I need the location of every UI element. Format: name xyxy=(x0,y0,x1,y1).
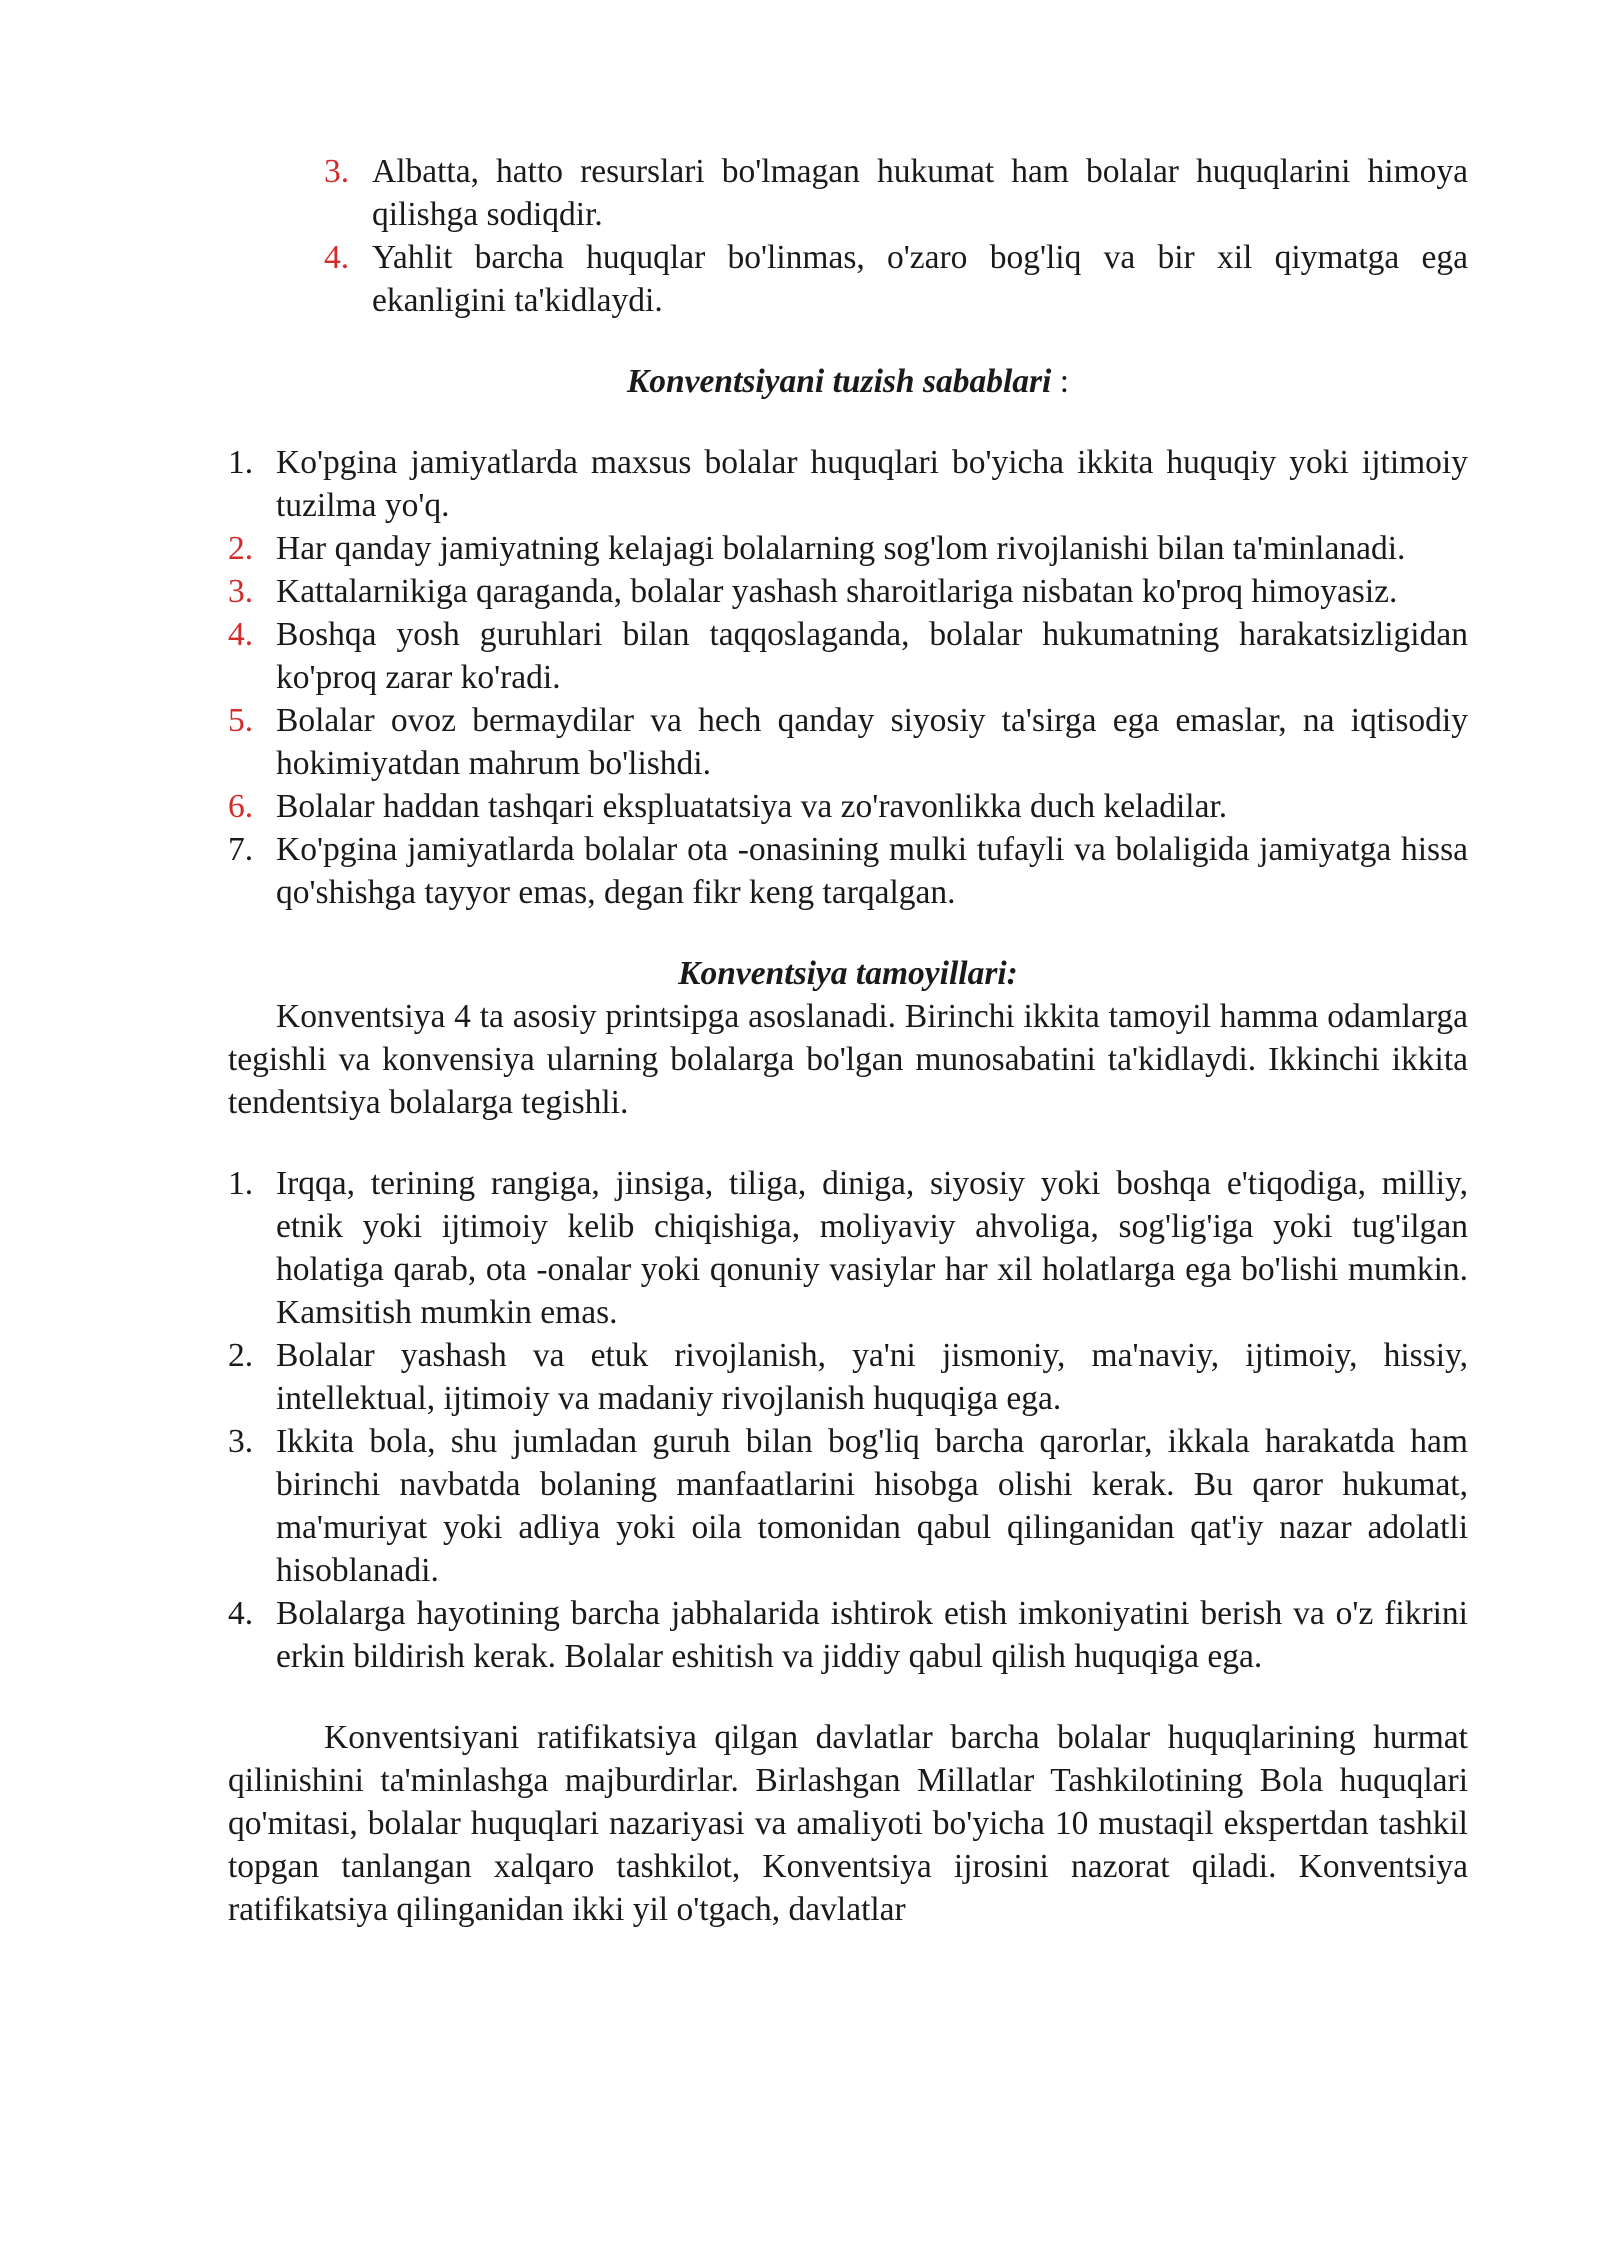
list-text: Boshqa yosh guruhlari bilan taqqoslaganda, bolalar hukumatning harakatsizligidan ko'proq zarar ko'radi. xyxy=(276,616,1468,696)
list-text: Ko'pgina jamiyatlarda maxsus bolalar huquqlari bo'yicha ikkita huquqiy yoki ijtimoiy tuzilma yo'q. xyxy=(276,444,1468,524)
list-text: Bolalar yashash va etuk rivojlanish, ya'ni jismoniy, ma'naviy, ijtimoiy, hissiy, intellektual, ijtimoiy va madaniy rivojlanish huquqiga ega. xyxy=(276,1337,1468,1417)
principles-intro-paragraph: Konventsiya 4 ta asosiy printsipga asoslanadi. Birinchi ikkita tamoyil hamma odamlarga tegishli va konvensiya ularning bolalarga bo'lgan munosabatini ta'kidlaydi. Ikkinchi ikkita tendentsiya bolalarga tegishli. xyxy=(228,998,1468,1121)
list-number: 1. xyxy=(228,1165,254,1202)
list-item xyxy=(228,699,1468,785)
heading-text: Konventsiyani tuzish sabablari xyxy=(626,363,1052,400)
list-item xyxy=(228,828,1468,914)
heading-suffix: : xyxy=(1051,363,1070,400)
list-continued xyxy=(324,150,1468,322)
list-item xyxy=(228,613,1468,699)
list-number: 3. xyxy=(324,153,350,190)
list-number: 2. xyxy=(228,530,254,567)
list-number: 7. xyxy=(228,831,254,868)
list-text: Bolalar haddan tashqari ekspluatatsiya va zo'ravonlikka duch keladilar. xyxy=(276,788,1228,825)
section-heading-reasons xyxy=(228,360,1468,403)
section-heading-principles: Konventsiya tamoyillari: xyxy=(678,955,1018,992)
list-number: 4. xyxy=(228,1595,254,1632)
list-text: Bolalar ovoz bermaydilar va hech qanday siyosiy ta'sirga ega emaslar, na iqtisodiy hokimiyatdan mahrum bo'lishdi. xyxy=(276,702,1468,782)
list-item xyxy=(228,570,1468,613)
list-item xyxy=(228,441,1468,527)
list-item xyxy=(228,785,1468,828)
list-number: 2. xyxy=(228,1337,254,1374)
list-item xyxy=(228,1592,1468,1678)
list-number: 1. xyxy=(228,444,254,481)
list-number: 6. xyxy=(228,788,254,825)
list-item xyxy=(228,1334,1468,1420)
list-number: 4. xyxy=(324,239,350,276)
list-item xyxy=(228,1162,1468,1334)
list-text: Ko'pgina jamiyatlarda bolalar ota -onasining mulki tufayli va bolaligida jamiyatga hissa qo'shishga tayyor emas, degan fikr keng tarqalgan. xyxy=(276,831,1468,911)
list-text: Har qanday jamiyatning kelajagi bolalarning sog'lom rivojlanishi bilan ta'minlanadi. xyxy=(276,530,1406,567)
closing-paragraph: Konventsiyani ratifikatsiya qilgan davlatlar barcha bolalar huquqlarining hurmat qilinishini ta'minlashga majburdirlar. Birlashgan Millatlar Tashkilotining Bola huquqlari qo'mitasi, bolalar huquqlari nazariyasi va amaliyoti bo'yicha 10 mustaqil ekspertdan tashkil topgan tanlangan xalqaro tashkilot, Konventsiya ijrosini nazorat qiladi. Konventsiya ratifikatsiya qilinganidan ikki yil o'tgach, davlatlar xyxy=(228,1719,1468,1928)
list-text: Albatta, hatto resurslari bo'lmagan hukumat ham bolalar huquqlarini himoya qilishga sodiqdir. xyxy=(372,153,1468,233)
list-number: 3. xyxy=(228,1423,254,1460)
list-text: Yahlit barcha huquqlar bo'linmas, o'zaro bog'liq va bir xil qiymatga ega ekanligini ta'kidlaydi. xyxy=(372,239,1468,319)
list-text: Bolalarga hayotining barcha jabhalarida ishtirok etish imkoniyatini berish va o'z fikrini erkin bildirish kerak. Bolalar eshitish va jiddiy qabul qilish huquqiga ega. xyxy=(276,1595,1468,1675)
list-number: 5. xyxy=(228,702,254,739)
list-item xyxy=(324,150,1468,236)
list-item xyxy=(324,236,1468,322)
list-number: 3. xyxy=(228,573,254,610)
document-page xyxy=(228,150,1468,1931)
list-number: 4. xyxy=(228,616,254,653)
list-text: Kattalarnikiga qaraganda, bolalar yashash sharoitlariga nisbatan ko'proq himoyasiz. xyxy=(276,573,1398,610)
list-reasons xyxy=(228,441,1468,914)
list-item xyxy=(228,527,1468,570)
list-text: Irqqa, terining rangiga, jinsiga, tiliga, diniga, siyosiy yoki boshqa e'tiqodiga, milliy, etnik yoki ijtimoiy kelib chiqishiga, moliyaviy ahvoliga, sog'lig'iga yoki tug'ilgan holatiga qarab, ota -onalar yoki qonuniy vasiylar har xil holatlarga ega bo'lishi mumkin. Kamsitish mumkin emas. xyxy=(276,1165,1468,1331)
list-principles xyxy=(228,1162,1468,1678)
list-text: Ikkita bola, shu jumladan guruh bilan bog'liq barcha qarorlar, ikkala harakatda ham birinchi navbatda bolaning manfaatlarini hisobga olishi kerak. Bu qaror hukumat, ma'muriyat yoki adliya yoki oila tomonidan qabul qilinganidan qat'iy nazar adolatli hisoblanadi. xyxy=(276,1423,1468,1589)
list-item xyxy=(228,1420,1468,1592)
